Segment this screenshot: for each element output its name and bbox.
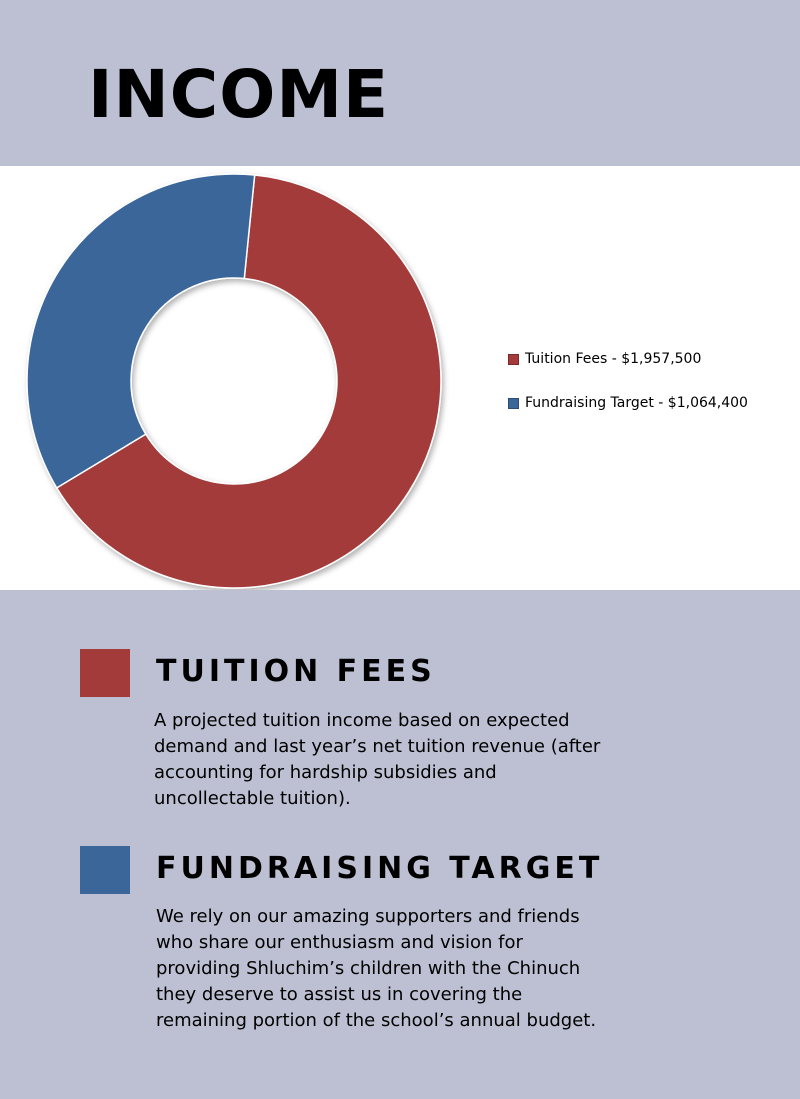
fundraising-section-body: [156, 904, 596, 1034]
body-line: who share our enthusiasm and vision for: [156, 932, 523, 953]
body-line: demand and last year’s net tuition revenue (after: [154, 736, 601, 757]
page-title: INCOME: [88, 56, 390, 133]
legend-swatch-tuition: [508, 354, 519, 365]
body-line: remaining portion of the school’s annual budget.: [156, 1010, 597, 1031]
legend-item-fundraising: [508, 392, 748, 414]
legend-label-fundraising: Fundraising Target - $1,064,400: [525, 395, 748, 411]
description-sections: [0, 590, 800, 1099]
body-line: uncollectable tuition).: [154, 788, 351, 809]
fundraising-color-swatch: [80, 846, 130, 894]
header-band: [0, 0, 800, 166]
body-line: accounting for hardship subsidies and: [154, 762, 497, 783]
fundraising-section-title: FUNDRAISING TARGET: [156, 851, 604, 886]
chart-legend: [508, 348, 748, 436]
body-line: We rely on our amazing supporters and friends: [156, 906, 580, 927]
tuition-color-swatch: [80, 649, 130, 697]
legend-swatch-fundraising: [508, 398, 519, 409]
body-line: they deserve to assist us in covering the: [156, 984, 523, 1005]
body-line: A projected tuition income based on expected: [154, 710, 570, 731]
chart-panel: [0, 166, 800, 590]
legend-item-tuition: [508, 348, 748, 370]
tuition-section-title: TUITION FEES: [156, 654, 436, 689]
legend-label-tuition: Tuition Fees - $1,957,500: [525, 351, 702, 367]
tuition-section-body: [154, 708, 600, 812]
body-line: providing Shluchim’s children with the Chinuch: [156, 958, 581, 979]
